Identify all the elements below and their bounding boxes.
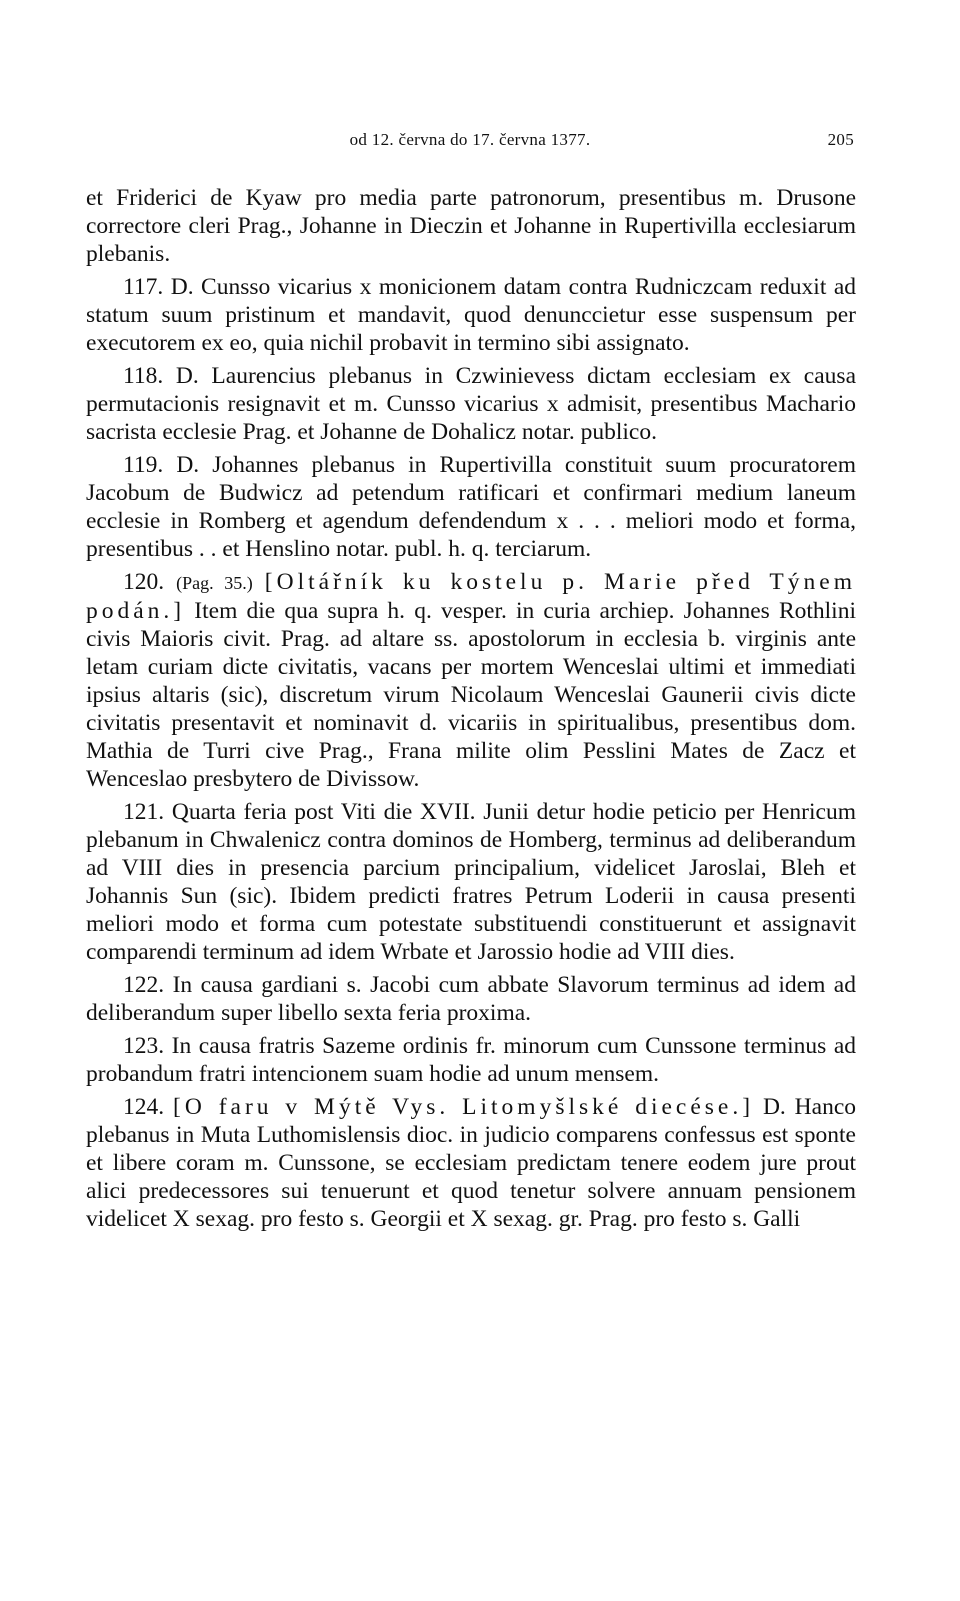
paragraph-number: 124. <box>123 1094 165 1120</box>
paragraph-123 <box>86 1032 856 1088</box>
paragraph-117 <box>86 273 856 357</box>
paragraph-continuation <box>86 184 856 268</box>
paragraph-text: 121. Quarta feria post Viti die XVII. Junii detur hodie peticio per Henricum plebanum in Chwalenicz contra dominos de Homberg, terminus ad deliberandum ad VIII dies in presencia parcium principalium, videlicet Jaroslai, Bleh et Johannis Sun (sic). Ibidem predicti fratres Petrum Loderii in causa presenti meliori modo et forma cum potestate substituendi constituerunt et assignavit comparendi terminum ad idem Wrbate et Jarossio hodie ad VIII dies. <box>86 799 856 965</box>
paragraph-124 <box>86 1093 856 1233</box>
section-heading: [Oltářník ku kostelu p. Marie před Týnem podán.] <box>86 569 856 624</box>
running-title: od 12. června do 17. června 1377. <box>349 130 591 149</box>
paragraph-118 <box>86 362 856 446</box>
paragraph-121 <box>86 798 856 966</box>
paragraph-text: 119. D. Johannes plebanus in Rupertivilla constituit suum procuratorem Jacobum de Budwicz ad petendum ratificari et confirmari medium laneum ecclesie in Romberg et agendum defendendum x . . . meliori modo et forma, presentibus . . et Henslino notar. publ. h. q. terciarum. <box>86 452 856 562</box>
paragraph-text: D. Hanco plebanus in Muta Luthomislensis dioc. in judicio comparens confessus est sponte et libere coram m. Cunssone, se ecclesiam predictam tenere eodem jure prout alici predecessores sui tenuerunt et quod tenetur solvere annuam pensionem videlicet X sexag. pro festo s. Georgii et X sexag. gr. Prag. pro festo s. Galli <box>86 1094 857 1232</box>
page-header <box>86 130 854 154</box>
paragraph-text: 118. D. Laurencius plebanus in Czwinievess dictam ecclesiam ex causa permutacionis resignavit et m. Cunsso vicarius x admisit, presentibus Machario sacrista ecclesie Prag. et Johanne de Dohalicz notar. publico. <box>86 363 856 445</box>
paragraph-122 <box>86 971 856 1027</box>
paragraph-120 <box>86 568 856 793</box>
paragraph-119 <box>86 451 856 563</box>
page-reference: (Pag. 35.) <box>176 573 253 593</box>
paragraph-text: 122. In causa gardiani s. Jacobi cum abbate Slavorum terminus ad idem ad deliberandum super libello sexta feria proxima. <box>86 972 856 1026</box>
paragraph-number: 120. <box>123 569 165 595</box>
body-text <box>86 184 856 1238</box>
paragraph-text: 123. In causa fratris Sazeme ordinis fr. minorum cum Cunssone terminus ad probandum fratri intencionem suam hodie ad unum mensem. <box>86 1033 856 1087</box>
paragraph-text: Item die qua supra h. q. vesper. in curia archiep. Johannes Rothlini civis Maioris civit. Prag. ad altare ss. apostolorum in ecclesia b. virginis ante letam curiam dicte civitatis, vacans per mortem Wenceslai ultimi et immediati ipsius altaris (sic), discretum virum Nicolaum Wenceslai Gaunerii civis dicte civitatis presentavit et nominavit d. vicariis in spiritualibus, presentibus dom. Mathia de Turri cive Prag., Frana milite olim Pesslini Mates de Zacz et Wenceslao presbytero de Divissow. <box>86 598 856 792</box>
paragraph-text: 117. D. Cunsso vicarius x monicionem datam contra Rudniczcam reduxit ad statum suum pristinum et mandavit, quod denunccietur esse suspensum per executorem ex eo, quia nichil probavit in termino sibi assignato. <box>86 274 856 356</box>
paragraph-text: et Friderici de Kyaw pro media parte patronorum, presentibus m. Drusone correctore cleri Prag., Johanne in Dieczin et Johanne in Rupertivilla ecclesiarum plebanis. <box>86 185 856 267</box>
section-heading: [O faru v Mýtě Vys. Litomyšlské diecése.] <box>173 1094 755 1120</box>
page-number: 205 <box>827 130 854 149</box>
